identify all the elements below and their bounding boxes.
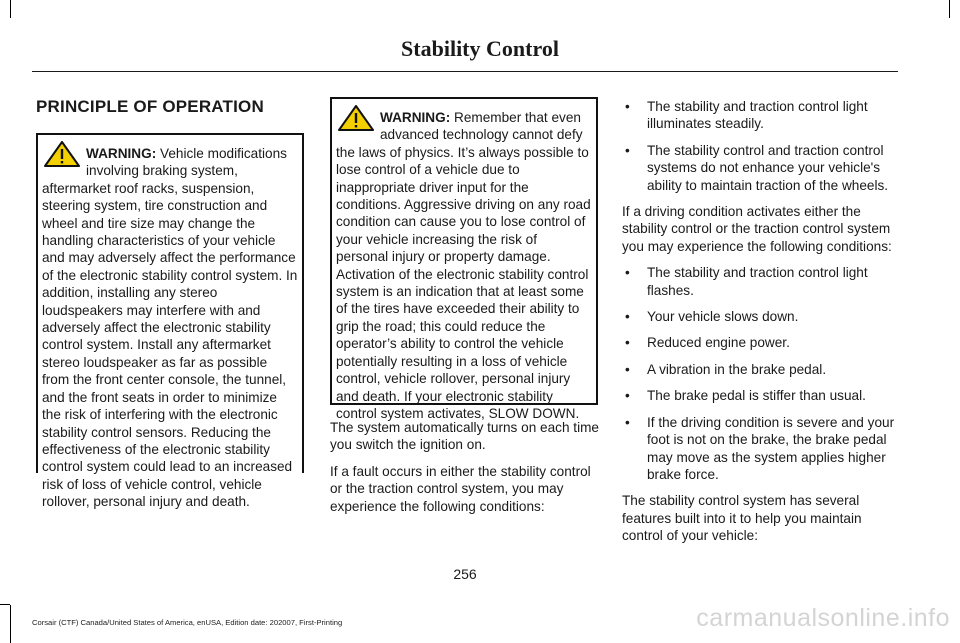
right-column-text xyxy=(622,98,897,554)
paragraph: The stability control system has several features built into it to help you maintain control of your vehicle: xyxy=(622,493,862,544)
page-header-title: Stability Control xyxy=(401,36,559,61)
warning-label: WARNING: xyxy=(86,146,157,161)
section-title: PRINCIPLE OF OPERATION xyxy=(36,97,264,116)
crop-mark-bl-h xyxy=(0,604,10,605)
warning-text: Vehicle modifications involving braking system, aftermarket roof racks, suspension, steering system, tire construction and wheel and tire size may change the handling characteristics of your vehicle and may adversely affect the performance of the electronic stability control system. In addition, installing any stereo loudspeakers may interfere with and adversely affect the electronic stability control system. Install any aftermarket stereo loudspeaker as far as possible from the front center console, the tunnel, and the front seats in order to minimize the risk of interfering with the electronic stability control sensors. Reducing the effectiveness of the electronic stability control system could lead to an increased risk of loss of vehicle control, vehicle rollover, personal injury and death. xyxy=(42,146,298,510)
warning-text: Remember that even advanced technology cannot defy the laws of physics. It’s always possible to lose control of a vehicle due to inappropriate driver input for the conditions. Aggressive driving on any road condition can cause you to lose control of your vehicle increasing the risk of personal injury or property damage. Activation of the electronic stability control system is an indication that at least some of the tires have exceeded their ability to grip the road; this could reduce the operator’s ability to control the vehicle potentially resulting in a loss of vehicle control, vehicle rollover, personal injury and death. If your electronic stability control system activates, SLOW DOWN. xyxy=(336,110,591,421)
header-rule xyxy=(32,71,898,72)
paragraph: The system automatically turns on each time you switch the ignition on. xyxy=(330,420,599,453)
list-item: • The stability control and traction control systems do not enhance your vehicle's ability to maintain traction of the wheels. xyxy=(622,142,897,194)
list-item: • The brake pedal is stiffer than usual. xyxy=(622,387,897,404)
warning-box-modifications xyxy=(36,133,304,510)
list-item: • The stability and traction control light flashes. xyxy=(622,264,897,299)
warning-triangle-icon xyxy=(44,141,80,167)
crop-mark-tl-v xyxy=(10,0,11,18)
page-number: 256 xyxy=(453,566,477,582)
list-item: • A vibration in the brake pedal. xyxy=(622,361,897,378)
warning-label: WARNING: xyxy=(380,110,451,125)
crop-mark-tr-v xyxy=(949,0,950,18)
footer-edition-info: Corsair (CTF) Canada/United States of America, enUSA, Edition date: 202007, First-Printing xyxy=(32,618,343,627)
middle-column-text xyxy=(330,419,602,524)
list-item: • If the driving condition is severe and your foot is not on the brake, the brake pedal may move as the system applies higher brake force. xyxy=(622,414,897,484)
watermark: carmanualsonline.info xyxy=(696,604,950,632)
fault-conditions-list xyxy=(622,98,897,194)
activation-conditions-list xyxy=(622,264,897,483)
warning-box-physics xyxy=(330,97,598,421)
paragraph: If a fault occurs in either the stability control or the traction control system, you may experience the following conditions: xyxy=(330,463,591,514)
list-item: • The stability and traction control light illuminates steadily. xyxy=(622,98,897,133)
crop-mark-bl-v xyxy=(10,605,11,643)
paragraph: If a driving condition activates either the stability control or the traction control system you may experience the following conditions: xyxy=(622,204,892,254)
list-item: • Your vehicle slows down. xyxy=(622,308,897,325)
list-item: • Reduced engine power. xyxy=(622,334,897,351)
warning-triangle-icon xyxy=(338,105,374,131)
